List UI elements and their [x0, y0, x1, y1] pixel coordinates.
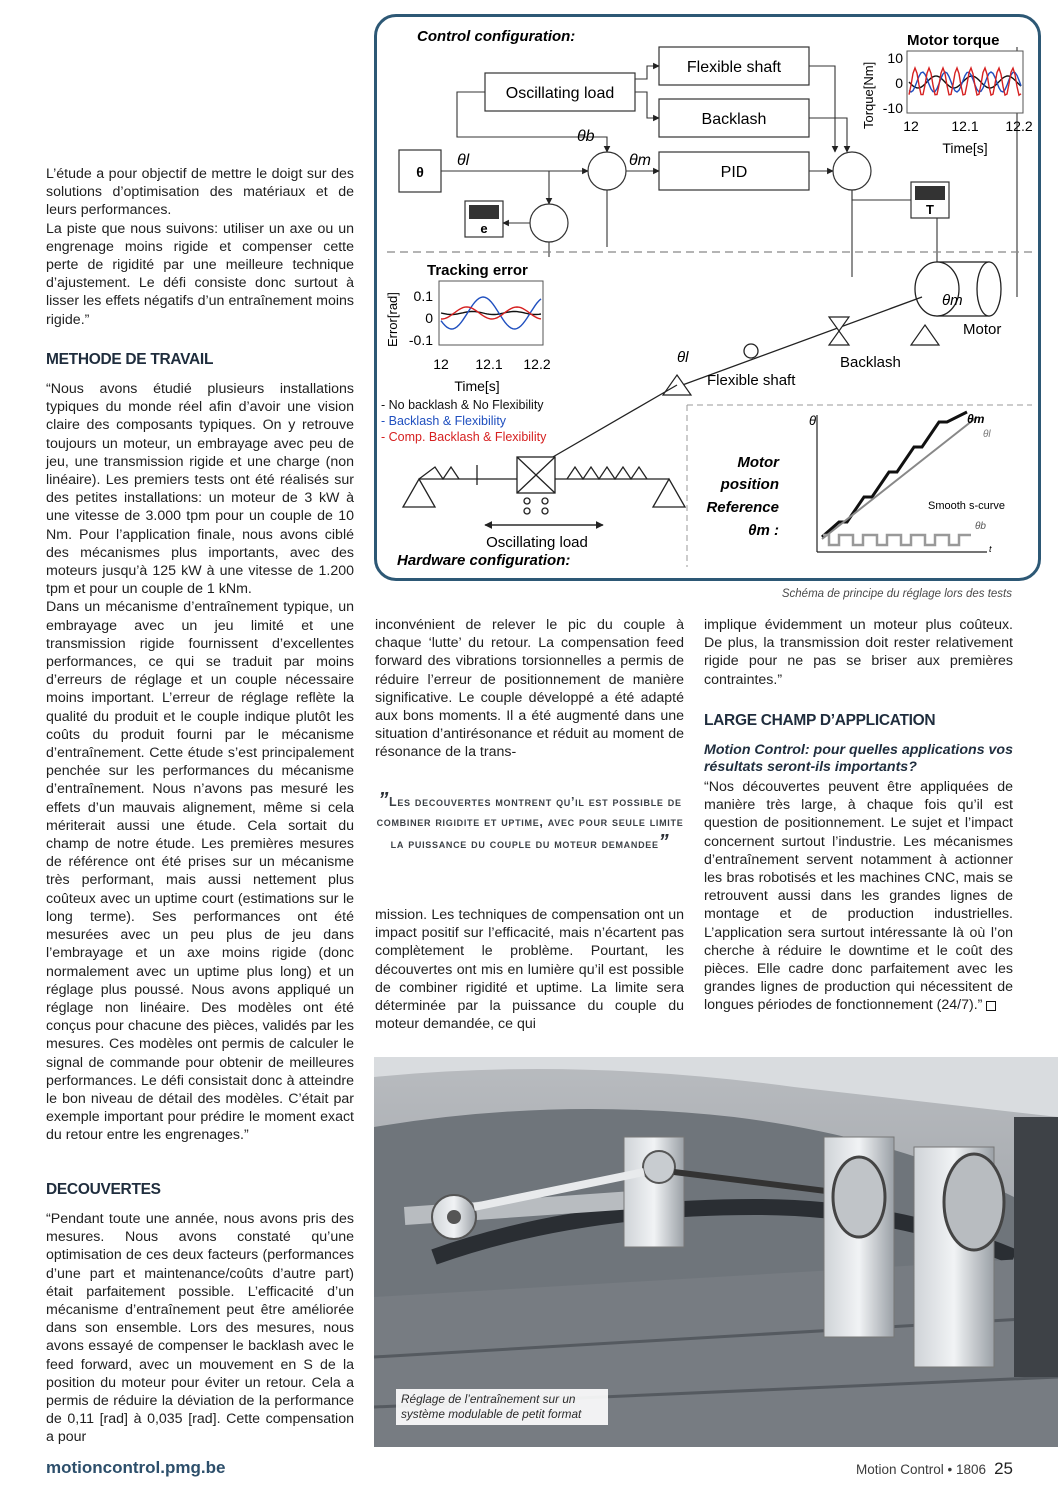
decouvertes-paragraph: “Pendant toute une année, nous avons pris des mesures. Nous avons constaté qu’une optimisation de ces deux facteurs (performances d’une part et maintenance/coûts d’autre part) était parfaitement possible. L’efficacité d’un mécanisme d’entraînement peut être améliorée dans son ensemble. Lors des mesures, nous avons essayé de compenser le backlash avec le feed forward, avec un mouvement en S de la position du moteur pour éviter un retour. Cela a permis de réduire la déviation de la performance de 0,11 [rad] à 0,035 [rad]. Cette compensation a pour — [46, 1211, 354, 1446]
backlash-label: Backlash — [701, 111, 767, 128]
error-xtick-label: 12.1 — [475, 356, 503, 372]
motor-position-text: Motor — [737, 454, 779, 471]
hardware-title: Hardware configuration: — [397, 552, 571, 569]
motor-torque-ylabel: Torque[Nm] — [861, 61, 876, 129]
error-ytick-label: 0 — [425, 310, 433, 326]
col2-top-text — [375, 616, 684, 762]
legend-entry: - No backlash & No Flexibility — [381, 398, 544, 412]
methode-paragraph: Dans un mécanisme d’entraînement typique, un embrayage avec un jeu limité et une transmission rigide fournissent d’excellentes performances, ce qui se traduit par moins d’erreurs de réglage et un couple nécessaire moins important. L’erreur de réglage reflète la qualité du produit et le couple indique plutôt les coûts du produit fourni par le mécanisme d’entraînement. Cette étude s’est principalement penchée sur les performances du mécanisme d’entraînement. Nous n’avons pas mesuré les effets d’un mauvais alignement, même si cela mériterait aussi une étude. Cela sortait du champ de notre étude. Les premières mesures de référence ont été prises sur un mécanisme très performant, mais aussi nettement plus coûteux avec un uptime court (estimations sur le long terme). Ses performances ont été mesurées avec un peu plus de jeu dans l’embrayage et un axe moins rigide (donc normalement avec un uptime plus long) et un réglage plus poussé. Nous avons appliqué un réglage non linéaire. Des modèles ont été conçus pour chacune des pièces, validés par les mesures. Ces modèles ont permis de calculer le signal de commande pour obtenir de meilleures performances. Le défi consistait donc à atteindre le bon niveau de détail des modèles. C’était par exemple important pour prédire le moment exact du retour entre les engrenages.” — [46, 599, 354, 1144]
col2-paragraph: inconvénient de relever le pic du couple à chaque ‘lutte’ du retour. La compensation feed forward des vibrations torsionnelles a permis de réduire l’erreur de positionnement de manière significative. Le couple développé a été adapté aux bons moments. Il a été augmenté dans une situation d’antirésonance et réduit au moment de résonance de la trans- — [375, 617, 684, 761]
methode-text — [46, 380, 354, 1145]
position-axes — [817, 415, 987, 552]
tracking-error-title: Tracking error — [427, 262, 528, 279]
motor-position-curve — [822, 412, 967, 537]
footer-issue — [856, 1459, 1013, 1479]
signal-theta-l: θl — [457, 152, 470, 169]
footer-url-link[interactable]: motioncontrol.pmg.be — [46, 1458, 226, 1477]
error-yticks — [409, 288, 433, 348]
intro-text — [46, 165, 354, 329]
col2-bottom-text — [375, 906, 684, 1033]
torque-ytick-label: -10 — [882, 100, 903, 116]
theta-source-label: θ — [416, 164, 424, 180]
flexible-shaft-label: Flexible shaft — [686, 59, 782, 76]
intro-paragraph: L’étude a pour objectif de mettre le doigt sur des solutions d’optimisation des matériaux et de leurs performances. — [46, 166, 354, 219]
answer-text: “Nos découvertes peuvent être appliquées de manière très large, à chaque fois qu’il est question de positionnement. Le sujet et l’impact concernent surtout l’industrie. Les mécanismes d’entraînement servent notamment à actionner les bras robotisés et les machines CNC, mais se retrouvent aussi dans les grandes lignes de montage et de production industrielles. L’application sera surtout intéressante là où l’on cherche à réduire le downtime et le coût des pièces. Elle cadre donc parfaitement avec les grandes lignes de production qui nécessitent de longues périodes de fonctionnement (24/7).” — [704, 779, 1013, 1014]
motor-torque-xlabel: Time[s] — [942, 140, 988, 156]
pull-quote-text: Les decouvertes montrent qu’il est possible de combiner rigidite et uptime, avec pour seule limite la puissance du couple du moteur demandee — [376, 795, 684, 851]
interview-question: Motion Control: pour quelles applications vos résultats seront-ils importants? — [704, 742, 1013, 775]
error-xtick-label: 12.2 — [523, 356, 551, 372]
oscillating-load-label: Oscillating load — [505, 85, 615, 102]
hw-theta-l: θl — [677, 349, 689, 366]
torque-ytick-label: 10 — [887, 50, 903, 66]
motor-torque-axes — [907, 51, 1023, 113]
page-number: 25 — [994, 1459, 1013, 1478]
error-ytick-label: -0.1 — [408, 332, 433, 348]
figure-caption: Schéma de principe du réglage lors des tests — [781, 588, 1012, 600]
curve-theta-l-label: θl — [983, 429, 991, 440]
pull-quote — [376, 790, 684, 854]
torque-scope-label: T — [926, 202, 934, 217]
tracking-error-xlabel: Time[s] — [454, 378, 500, 394]
torque-yticks — [883, 50, 903, 116]
error-ytick-label: 0.1 — [413, 288, 433, 304]
oscillating-load-drawing — [403, 457, 685, 525]
legend-entry: - Comp. Backlash & Flexibility — [381, 430, 547, 444]
tracking-error-ylabel: Error[rad] — [385, 292, 400, 347]
methode-paragraph: “Nous avons étudié plusieurs installations typiques du monde réel afin d’avoir une vision claire des composants typiques. On y retrouve toujours un moteur, un embrayage avec peu de jeu, une transmission rigide et une charge (non linéaire). Les premiers tests ont été réalisés sur des petites installations: un moteur de 3 kW à une vitesse de 3.000 tpm pour un couple de 10 Nm. Pour l’application finale, nous avons ciblé des mécanismes plus importants, avec des moteurs jusqu’à 125 kW à une vitesse de 1.200 tpm et pour un couple de 1 kNm. — [46, 381, 354, 598]
end-mark-icon — [986, 1001, 996, 1011]
torque-xtick-label: 12 — [903, 118, 919, 134]
col2-paragraph: mission. Les techniques de compensation ont un impact positif sur l’efficacité, mais n’écartent pas complètement le problème. Pourtant, les découvertes ont mis en lumière qu’il est possible de combiner rigidité et uptime. La limite sera déterminée par la puissance du couple du moteur demandée, ce qui — [375, 907, 684, 1033]
error-legend — [381, 398, 547, 444]
smooth-s-curve-label: Smooth s-curve — [928, 500, 1006, 512]
hw-flexible-shaft-label: Flexible shaft — [707, 372, 796, 389]
error-scope-label: e — [480, 221, 488, 236]
magazine-issue: Motion Control • 1806 — [856, 1462, 987, 1477]
control-title: Control configuration: — [417, 28, 576, 45]
error-xtick-label: 12 — [433, 356, 449, 372]
col3-paragraph: implique évidemment un moteur plus coûteux. De plus, la transmission doit rester relativement rigide pour ne pas se briser aux premières contraintes.” — [704, 617, 1013, 688]
quote-close-mark: ” — [658, 831, 670, 853]
torque-xtick-label: 12.1 — [951, 118, 979, 134]
intro-paragraph: La piste que nous suivons: utiliser un axe ou un engrenage moins rigide et compenser cette perte de rigidité par une meilleure technique d’ajustement. Le défi consiste donc surtout à lisser les effets négatifs d’un entraînement moins rigide.” — [46, 220, 354, 328]
curve-theta-b-label: θb — [975, 521, 986, 532]
section-heading-decouvertes: DECOUVERTES — [46, 1181, 161, 1198]
flexible-shaft-drawing — [527, 344, 758, 472]
signal-theta-m: θm — [629, 152, 652, 169]
legend-entry: - Backlash & Flexibility — [381, 414, 507, 428]
hw-oscillating-load-label: Oscillating load — [486, 534, 588, 551]
theta-b-curve — [823, 535, 971, 545]
curve-theta-m-label: θm — [967, 412, 985, 426]
section-heading-methode: METHODE DE TRAVAIL — [46, 351, 214, 368]
photo-caption: Réglage de l’entraînement sur un système modulable de petit format — [396, 1389, 608, 1425]
control-diagram-figure — [374, 14, 1041, 581]
torque-ytick-label: 0 — [895, 75, 903, 91]
section-heading-champ: LARGE CHAMP D’APPLICATION — [704, 712, 936, 729]
col3-answer-text — [704, 778, 1013, 1015]
sum-junction — [833, 152, 871, 190]
motor-torque-title: Motor torque — [907, 32, 1000, 49]
col3-answer-paragraph — [704, 778, 1013, 1015]
hw-motor-label: Motor — [963, 321, 1002, 338]
hw-backlash-label: Backlash — [840, 354, 901, 371]
reference-text: Reference — [706, 499, 779, 516]
motor-position-text: position — [720, 476, 779, 493]
torque-xtick-label: 12.2 — [1005, 118, 1033, 134]
reference-theta-text: θm : — [748, 522, 779, 539]
control-diagram — [377, 17, 1037, 577]
torque-xticks — [903, 118, 1033, 134]
hw-theta-m: θm — [942, 292, 963, 309]
error-xticks — [433, 356, 551, 372]
reference-curve — [822, 417, 977, 539]
signal-theta-b: θb — [577, 128, 595, 145]
col3-top-text — [704, 616, 1013, 689]
decouvertes-text — [46, 1210, 354, 1447]
sum-junction — [588, 152, 626, 190]
position-t-label: t — [989, 544, 992, 554]
position-axis-label: θ — [809, 413, 817, 428]
sum-junction — [530, 204, 568, 242]
pid-label: PID — [720, 164, 748, 181]
quote-open-mark: ” — [378, 789, 390, 811]
